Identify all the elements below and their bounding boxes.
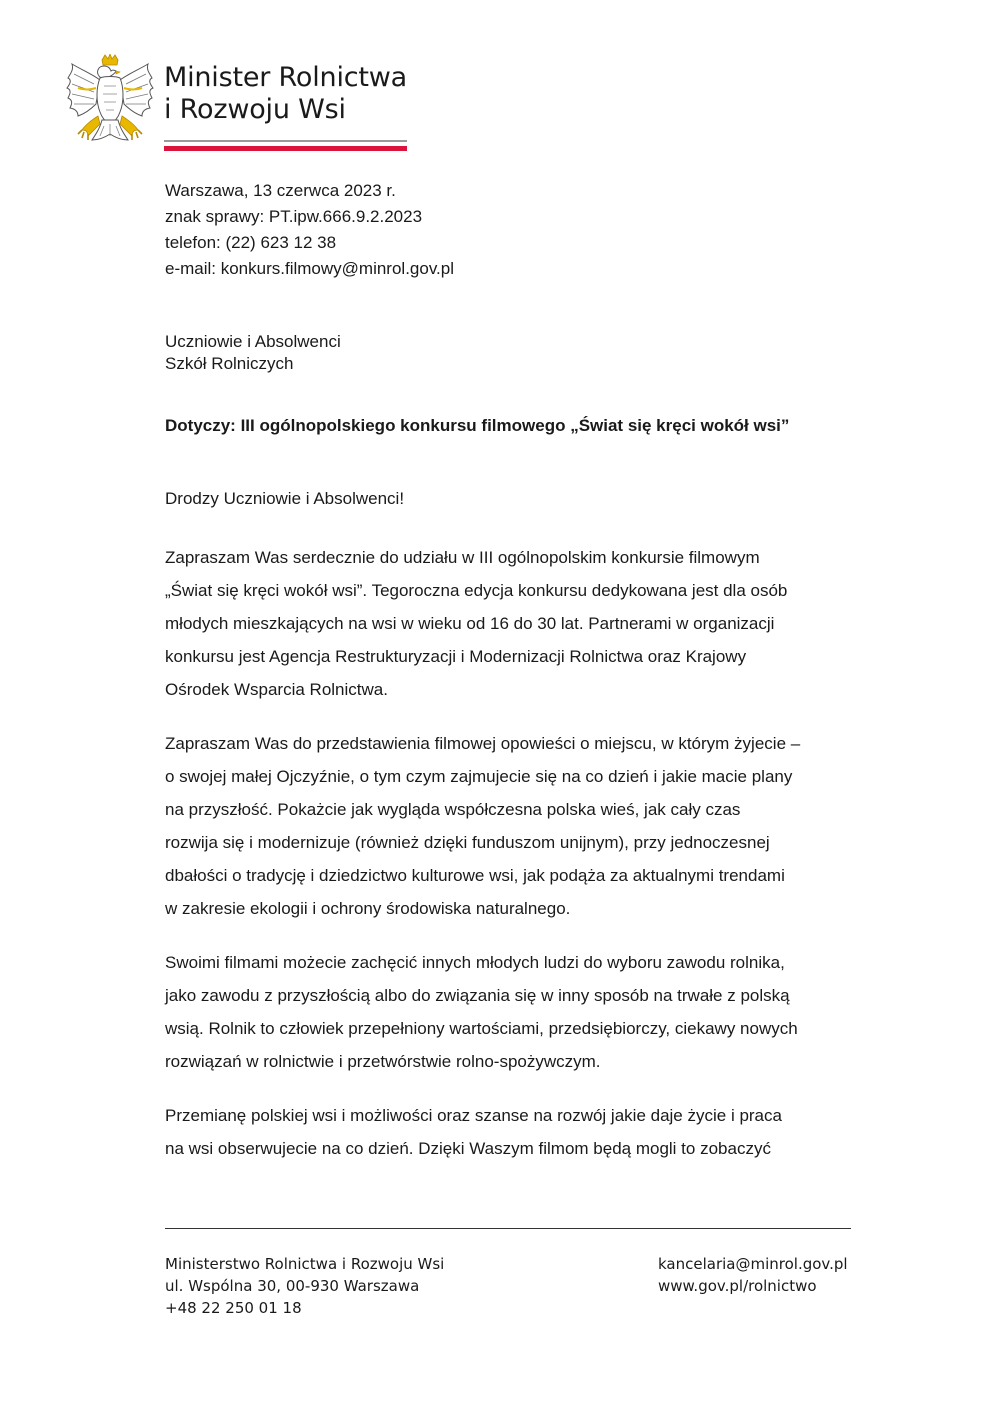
paragraph-line: jako zawodu z przyszłością albo do związania się w inny sposób na trwałe z polską <box>165 986 790 1005</box>
footer-email: kancelaria@minrol.gov.pl <box>658 1255 848 1273</box>
recipient-line2: Szkół Rolniczych <box>165 354 294 373</box>
paragraph-line: Przemianę polskiej wsi i możliwości oraz szanse na rozwój jakie daje życie i praca <box>165 1106 782 1125</box>
paragraph-line: na przyszłość. Pokażcie jak wygląda współczesna polska wieś, jak cały czas <box>165 800 741 819</box>
footer-contact-block <box>658 1253 848 1297</box>
letter-body <box>165 541 855 1186</box>
footer-address: ul. Wspólna 30, 00-930 Warszawa <box>165 1277 420 1295</box>
paragraph-4 <box>165 1099 855 1165</box>
footer-phone: +48 22 250 01 18 <box>165 1299 302 1317</box>
ministry-name-line1: Minister Rolnictwa <box>164 62 407 93</box>
letter-meta <box>165 178 454 282</box>
ministry-name-line2: i Rozwoju Wsi <box>164 94 346 125</box>
footer-website: www.gov.pl/rolnictwo <box>658 1277 817 1295</box>
paragraph-line: wsią. Rolnik to człowiek przepełniony wartościami, przedsiębiorczy, ciekawy nowych <box>165 1019 798 1038</box>
paragraph-line: o swojej małej Ojczyźnie, o tym czym zajmujecie się na co dzień i jakie macie plany <box>165 767 793 786</box>
footer-org-name: Ministerstwo Rolnictwa i Rozwoju Wsi <box>165 1255 445 1273</box>
header-divider-grey <box>164 140 407 142</box>
paragraph-line: w zakresie ekologii i ochrony środowiska naturalnego. <box>165 899 571 918</box>
letter-date: Warszawa, 13 czerwca 2023 r. <box>165 181 396 200</box>
paragraph-line: Ośrodek Wsparcia Rolnictwa. <box>165 680 388 699</box>
paragraph-line: dbałości o tradycję i dziedzictwo kulturowe wsi, jak podąża za aktualnymi trendami <box>165 866 785 885</box>
polish-white-eagle-emblem-icon <box>64 54 156 152</box>
paragraph-3 <box>165 946 855 1078</box>
contact-phone: telefon: (22) 623 12 38 <box>165 233 337 252</box>
paragraph-line: młodych mieszkających na wsi w wieku od 16 do 30 lat. Partnerami w organizacji <box>165 614 775 633</box>
paragraph-line: Zapraszam Was serdecznie do udziału w III ogólnopolskim konkursie filmowym <box>165 548 760 567</box>
footer-divider <box>165 1228 851 1229</box>
paragraph-line: rozwija się i modernizuje (również dzięki funduszom unijnym), przy jednoczesnej <box>165 833 770 852</box>
letter-greeting: Drodzy Uczniowie i Absolwenci! <box>165 489 405 508</box>
paragraph-line: na wsi obserwujecie na co dzień. Dzięki Waszym filmom będą mogli to zobaczyć <box>165 1139 771 1158</box>
paragraph-line: Zapraszam Was do przedstawienia filmowej opowieści o miejscu, w którym żyjecie – <box>165 734 801 753</box>
paragraph-1 <box>165 541 855 706</box>
contact-email: e-mail: konkurs.filmowy@minrol.gov.pl <box>165 259 455 278</box>
case-number: znak sprawy: PT.ipw.666.9.2.2023 <box>165 207 423 226</box>
header-divider-red <box>164 146 407 151</box>
recipient-line1: Uczniowie i Absolwenci <box>165 332 341 351</box>
paragraph-line: Swoimi filmami możecie zachęcić innych młodych ludzi do wyboru zawodu rolnika, <box>165 953 785 972</box>
footer-address-block <box>165 1253 444 1319</box>
paragraph-line: rozwiązań w rolnictwie i przetwórstwie rolno-spożywczym. <box>165 1052 601 1071</box>
letter-subject: Dotyczy: III ogólnopolskiego konkursu filmowego „Świat się kręci wokół wsi” <box>165 416 790 435</box>
recipient-block <box>165 331 341 375</box>
paragraph-line: konkursu jest Agencja Restrukturyzacji i Modernizacji Rolnictwa oraz Krajowy <box>165 647 747 666</box>
paragraph-line: „Świat się kręci wokół wsi”. Tegoroczna edycja konkursu dedykowana jest dla osób <box>165 581 788 600</box>
ministry-name <box>164 62 407 126</box>
paragraph-2 <box>165 727 855 925</box>
